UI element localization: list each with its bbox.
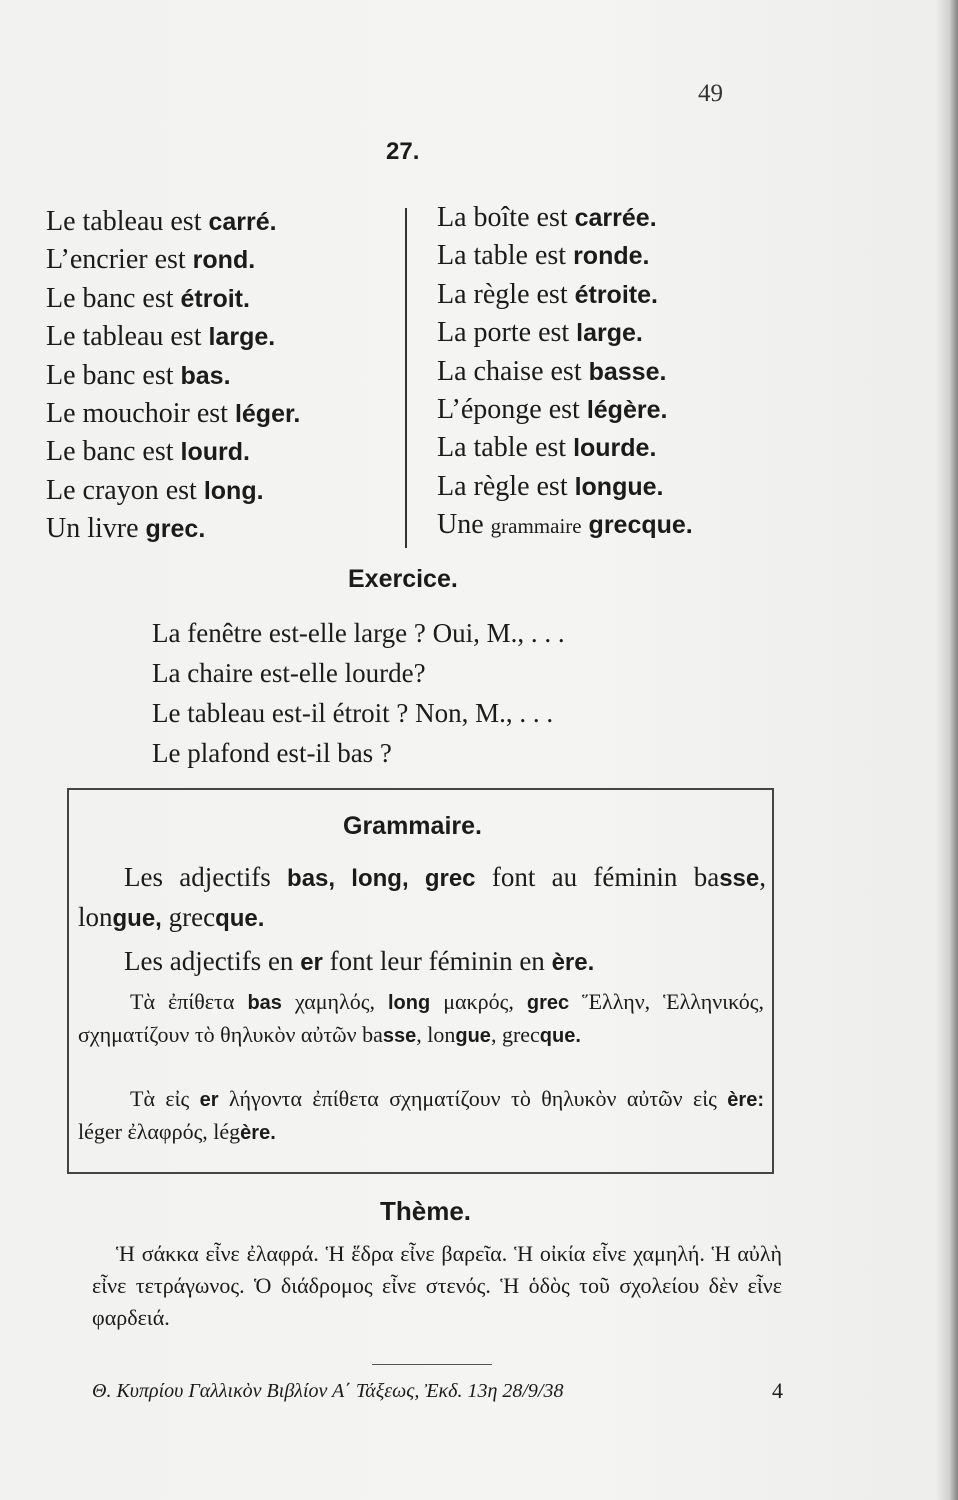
sentence-line	[46, 203, 396, 241]
rule-text: léger ἐλαφρός, lég	[78, 1119, 241, 1144]
rule-bold: gue	[455, 1025, 491, 1047]
sentence-line	[437, 314, 797, 352]
sentence-text: La table est	[437, 240, 574, 272]
signature-mark: 4	[772, 1378, 783, 1403]
rule-bold: ère.	[240, 1122, 276, 1144]
theme-title: Thème.	[380, 1196, 472, 1226]
sentence-text: Une	[437, 509, 491, 541]
sentence-text: Le banc est	[46, 436, 181, 468]
sentence-text: La règle est	[437, 278, 575, 310]
adjective: bas.	[180, 361, 231, 390]
rule-text: , lon	[416, 1022, 456, 1047]
rule-bold: long	[387, 992, 431, 1014]
sentence-text: Le mouchoir est	[46, 398, 235, 430]
sentence-line	[437, 506, 797, 545]
rule-text: grec	[161, 902, 216, 932]
rule-bold: er	[300, 949, 323, 976]
sentence-line	[46, 280, 396, 318]
sentence-text: Un livre	[46, 513, 146, 545]
page-edge-shadow	[936, 0, 958, 1500]
small-word: grammaire	[490, 514, 582, 539]
sentence-line	[46, 241, 396, 279]
adjective: léger.	[234, 400, 301, 429]
rule-text: λήγοντα ἐπίθετα σχηματίζουν τὸ θηλυκὸν αὐτῶν εἰς	[218, 1086, 728, 1111]
rule-text: , grec	[490, 1022, 540, 1047]
exercise-title: Exercice.	[348, 565, 458, 593]
masculine-column	[46, 203, 396, 549]
rule-bold: que.	[539, 1025, 581, 1047]
sentence-text: Le crayon est	[46, 474, 204, 506]
rule-bold: gue,	[112, 905, 162, 932]
adjective: ronde.	[573, 242, 650, 271]
exercise-line: Le tableau est-il étroit ? Non, M., . . .	[152, 698, 554, 728]
sentence-text: L’encrier est	[46, 244, 193, 276]
rule-text: Τὰ εἰς	[130, 1086, 200, 1111]
rule-text: Τὰ ἐπίθετα	[130, 989, 248, 1014]
rule-bold: bas, long, grec	[287, 865, 476, 892]
rule-bold: ère:	[727, 1089, 764, 1111]
exercise-line: La chaire est-elle lourde?	[152, 658, 426, 688]
sentence-text: La table est	[437, 432, 574, 464]
adjective: grecque.	[581, 511, 693, 540]
lesson-number: 27.	[386, 138, 420, 165]
rule-text: font leur féminin en	[322, 946, 552, 976]
exercise-line: La fenêtre est-elle large ? Oui, M., . . .	[152, 618, 565, 648]
rule-bold: er	[199, 1089, 219, 1111]
adjective: lourd.	[180, 438, 250, 467]
sentence-text: Le tableau est	[46, 321, 209, 353]
rule-text: Les adjectifs en	[124, 946, 301, 976]
rule-bold: ère.	[551, 949, 595, 976]
rule-text: Ἕλλην, Ἑλληνικός, σχηματίζουν τὸ θηλυκὸν αὐτῶν ba	[78, 989, 764, 1047]
sentence-line	[46, 357, 396, 395]
greek-rule-2	[78, 1083, 764, 1149]
rule-bold: sse	[382, 1025, 417, 1047]
sentence-text: La porte est	[437, 317, 577, 349]
feminine-column	[437, 199, 797, 546]
adjective: carrée.	[574, 204, 657, 232]
adjective: étroite.	[574, 280, 658, 309]
sentence-line	[46, 318, 396, 356]
sentence-text: La règle est	[437, 470, 575, 502]
column-divider	[405, 208, 407, 548]
adjective: longue.	[574, 472, 664, 501]
adjective: rond.	[192, 246, 256, 275]
rule-text: , lon	[78, 862, 766, 932]
exercise-line: Le plafond est-il bas ?	[152, 738, 392, 768]
adjective: étroit.	[180, 284, 250, 313]
sentence-line	[437, 429, 797, 467]
sentence-line	[437, 391, 797, 429]
theme-text: Ἡ σάκκα εἶνε ἐλαφρά. Ἡ ἕδρα εἶνε βαρεῖα. Ἡ οἰκία εἶνε χαμηλή. Ἡ αὐλὴ εἶνε τετράγωνος. Ὁ διάδρομος εἶνε στενός. Ἡ ὁδὸς τοῦ σχολείου δὲν εἶνε φαρδειά.	[92, 1241, 782, 1330]
sentence-line	[46, 472, 396, 510]
sentence-line	[46, 510, 396, 548]
sentence-line	[437, 468, 797, 506]
rule-text: font au féminin ba	[475, 862, 720, 892]
adjective: légère.	[586, 396, 668, 425]
sentence-line	[46, 395, 396, 433]
sentence-line	[46, 433, 396, 471]
adjective: large.	[576, 319, 643, 348]
footer-citation: Θ. Κυπρίου Γαλλικὸν Βιβλίον Α΄ Τάξεως, Ἐκδ. 13η 28/9/38	[92, 1380, 564, 1402]
grammar-rule-1	[78, 858, 766, 938]
rule-text: Les adjectifs	[124, 862, 288, 892]
rule-bold: bas	[247, 992, 282, 1014]
sentence-line	[437, 199, 797, 237]
greek-rule-1	[78, 986, 764, 1052]
exercise-list	[152, 613, 565, 773]
sentence-text: Le tableau est	[46, 206, 209, 237]
sentence-text: Le banc est	[46, 282, 181, 314]
adjective: grec.	[145, 515, 206, 544]
adjective: carré.	[208, 208, 277, 236]
adjective: basse.	[588, 357, 667, 386]
rule-text: μακρός,	[430, 989, 527, 1014]
adjective: long.	[203, 476, 264, 505]
sentence-line	[437, 353, 797, 391]
grammar-rule-2	[78, 942, 766, 982]
rule-bold: grec	[526, 992, 570, 1014]
sentence-text: Le banc est	[46, 359, 181, 391]
sentence-text: La boîte est	[437, 202, 575, 233]
footer-rule	[372, 1364, 492, 1365]
sentence-text: L’éponge est	[437, 394, 587, 426]
sentence-line	[437, 276, 797, 314]
adjective: lourde.	[573, 434, 657, 463]
rule-text: χαμηλός,	[281, 989, 388, 1014]
sentence-line	[437, 237, 797, 275]
adjective: large.	[208, 323, 276, 352]
rule-bold: sse	[719, 865, 760, 892]
grammar-title: Grammaire.	[343, 812, 482, 840]
rule-bold: que.	[215, 905, 265, 932]
page-number: 49	[698, 80, 723, 107]
sentence-text: La chaise est	[437, 355, 589, 387]
